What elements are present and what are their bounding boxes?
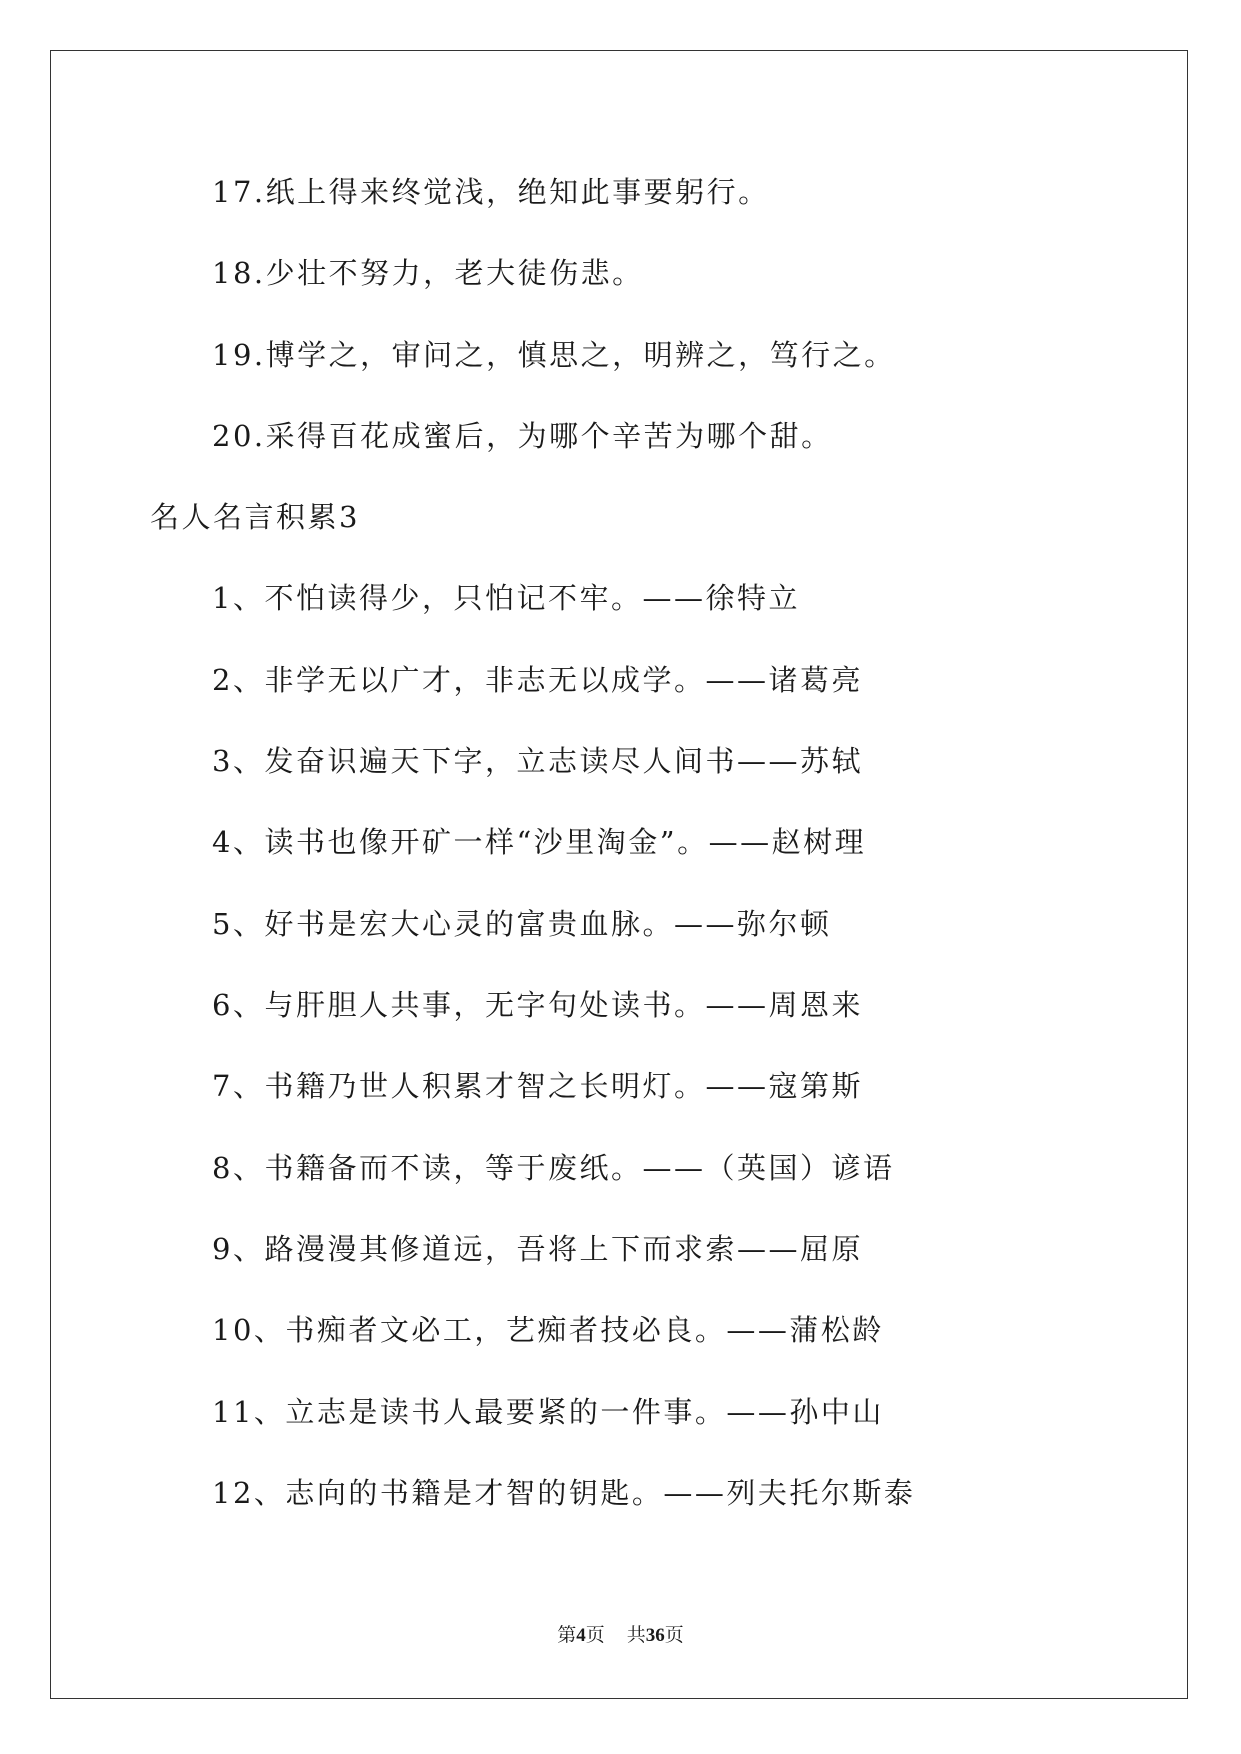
quote-line: 10、书痴者文必工，艺痴者技必良。——蒲松龄 [212, 1313, 884, 1347]
current-page-number: 4 [576, 1625, 586, 1646]
section-heading: 名人名言积累3 [150, 500, 360, 534]
quote-line: 8、书籍备而不读，等于废纸。——（英国）谚语 [212, 1151, 895, 1185]
page-footer [0, 1620, 1241, 1647]
quote-line: 11、立志是读书人最要紧的一件事。——孙中山 [212, 1395, 884, 1429]
quote-line: 7、书籍乃世人积累才智之长明灯。——寇第斯 [212, 1069, 863, 1103]
quote-line: 1、不怕读得少，只怕记不牢。——徐特立 [212, 581, 800, 615]
footer-total-unit: 页 [664, 1625, 684, 1646]
quote-line: 12、志向的书籍是才智的钥匙。——列夫托尔斯泰 [212, 1476, 916, 1510]
quote-line: 17.纸上得来终觉浅，绝知此事要躬行。 [212, 175, 770, 209]
footer-total-prefix: 共 [626, 1625, 646, 1646]
quote-line: 2、非学无以广才，非志无以成学。——诸葛亮 [212, 663, 863, 697]
quote-line: 19.博学之，审问之，慎思之，明辨之，笃行之。 [212, 338, 896, 372]
quote-line: 9、路漫漫其修道远，吾将上下而求索——屈原 [212, 1232, 863, 1266]
quote-line: 20.采得百花成蜜后，为哪个辛苦为哪个甜。 [212, 419, 833, 453]
quote-line: 4、读书也像开矿一样“沙里淘金”。——赵树理 [212, 825, 867, 859]
quote-line: 6、与肝胆人共事，无字句处读书。——周恩来 [212, 988, 863, 1022]
footer-prefix: 第 [557, 1625, 577, 1646]
quote-line: 5、好书是宏大心灵的富贵血脉。——弥尔顿 [212, 907, 832, 941]
footer-page-unit: 页 [585, 1625, 605, 1646]
page-border [50, 50, 1188, 1699]
total-pages-number: 36 [645, 1625, 665, 1646]
quote-line: 3、发奋识遍天下字，立志读尽人间书——苏轼 [212, 744, 863, 778]
quote-line: 18.少壮不努力，老大徒伤悲。 [212, 256, 644, 290]
